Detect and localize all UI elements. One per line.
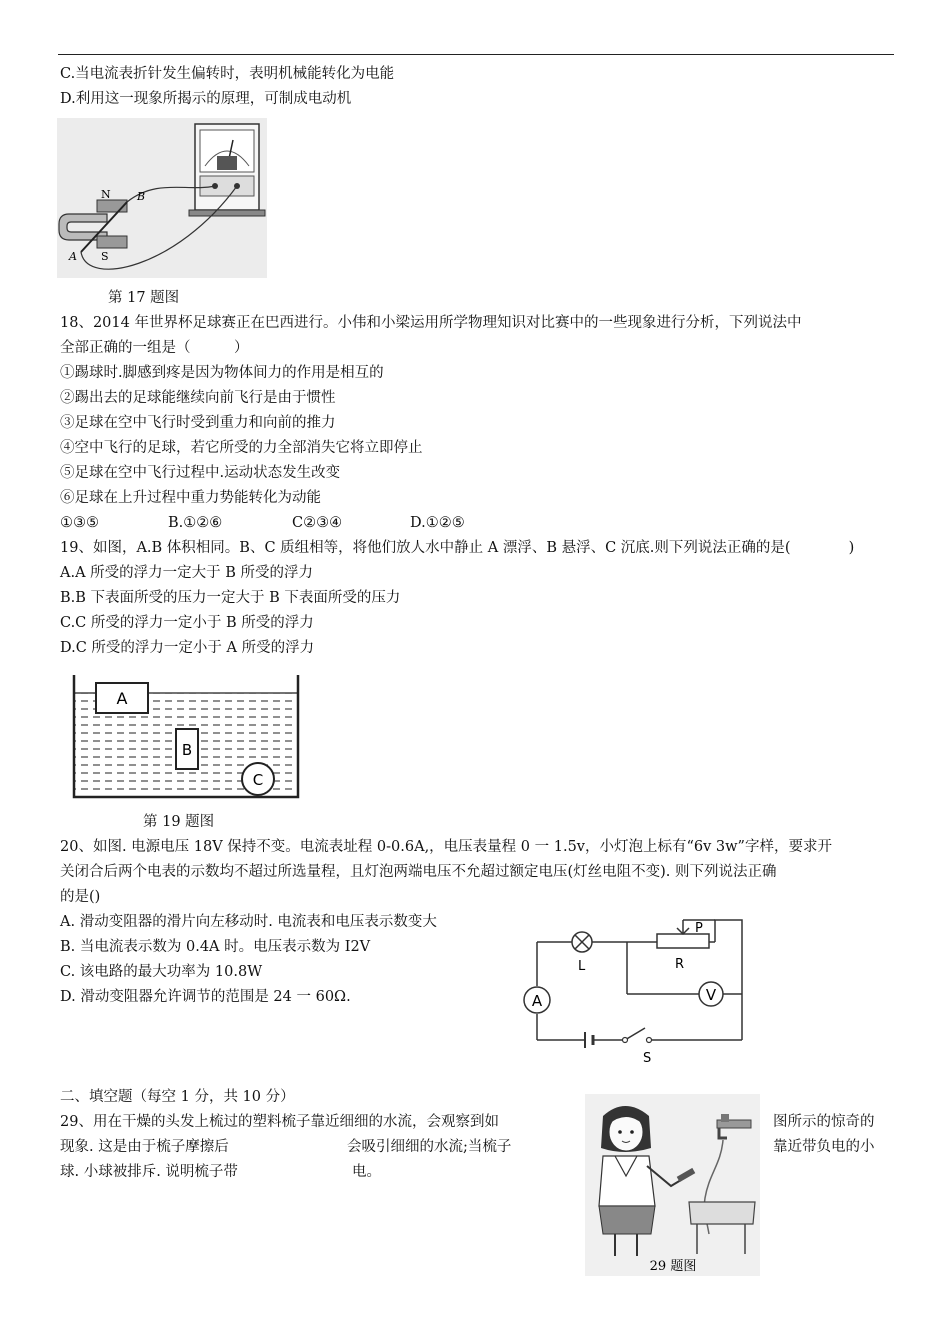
q19-label-a: A xyxy=(116,689,128,708)
q18-statement-2: ②踢出去的足球能继续向前飞行是由于惯性 xyxy=(60,390,336,406)
q29-caption: 29 题图 xyxy=(649,1259,697,1274)
q19-figure-water-tank xyxy=(68,673,304,801)
q19-option-a: A.A 所受的浮力一定大于 B 所受的浮力 xyxy=(60,565,314,581)
q29-line2-mid: 会吸引细细的水流;当梳子 xyxy=(347,1139,512,1155)
q20-option-d: D. 滑动变阻器允许调节的范围是 24 一 60Ω. xyxy=(60,989,351,1005)
q18-choices xyxy=(60,511,465,536)
header-rule xyxy=(58,54,894,55)
q18-choice-a: ①③⑤ xyxy=(60,515,99,531)
q18-choice-b: B.①②⑥ xyxy=(168,515,223,531)
q20-label-ammeter: A xyxy=(531,992,543,1010)
q20-label-l: L xyxy=(578,959,586,974)
q29-line3-left: 球. 小球被排斥. 说明梳子带 xyxy=(60,1164,238,1180)
q19-option-c: C.C 所受的浮力一定小于 B 所受的浮力 xyxy=(60,615,314,631)
q20-stem-line1: 20、如图. 电源电压 18V 保持不变。电流表址程 0-0.6A,，电压表量程 0 一 1.5v，小灯泡上标有“6v 3w”字样，要求开 xyxy=(60,839,832,855)
q17-label-n: N xyxy=(101,188,111,201)
q17-label-s: S xyxy=(101,250,109,263)
q29-line2-left: 现象. 这是由于梳子摩擦后 xyxy=(60,1139,229,1155)
q18-statement-3: ③足球在空中飞行时受到重力和向前的推力 xyxy=(60,415,336,431)
q20-option-c: C. 该电路的最大功率为 10.8W xyxy=(60,964,263,980)
q18-statement-6: ⑥足球在上升过程中重力势能转化为动能 xyxy=(60,490,321,506)
q20-option-b: B. 当电流表示数为 0.4A 时。电压表示数为 I2V xyxy=(60,939,371,955)
q20-figure-circuit xyxy=(515,912,750,1064)
q19-option-b: B.B 下表面所受的压力一定大于 B 下表面所受的压力 xyxy=(60,590,401,606)
q20-stem-line2: 关闭合后两个电表的示数均不超过所选量程，且灯泡两端电压不允超过额定电压(灯丝电阻不变). 则下列说法正确 xyxy=(60,864,777,880)
q29-figure-comb-water xyxy=(585,1094,760,1276)
q29-line1-left: 29、用在干燥的头发上梳过的塑料梳子靠近细细的水流，会观察到如 xyxy=(60,1114,499,1130)
q17-option-d: D.利用这一现象所揭示的原理，可制成电动机 xyxy=(60,91,352,107)
q18-stem-line1: 18、2014 年世界杯足球赛正在巴西进行。小伟和小梁运用所学物理知识对比赛中的一些现象进行分析，下列说法中 xyxy=(60,315,802,331)
q18-statement-5: ⑤足球在空中飞行过程中.运动状态发生改变 xyxy=(60,465,341,481)
q17-figure-galvanometer xyxy=(57,118,267,278)
section2-heading: 二、填空题（每空 1 分，共 10 分） xyxy=(60,1089,295,1105)
q19-option-d: D.C 所受的浮力一定小于 A 所受的浮力 xyxy=(60,640,315,656)
q29-line1-right: 图所示的惊奇的 xyxy=(773,1114,875,1130)
q19-label-c: C xyxy=(252,771,264,789)
q29-line2-right: 靠近带负电的小 xyxy=(773,1139,875,1155)
q20-label-p: P xyxy=(695,921,703,936)
q18-choice-c: C②③④ xyxy=(292,515,343,531)
q19-stem: 19、如图，A.B 体积相同。B、C 质组相等，将他们放人水中静止 A 漂浮、B 悬浮、C 沉底.则下列说法正确的是( ) xyxy=(60,540,855,556)
q18-statement-1: ①踢球时.脚感到疼是因为物体间力的作用是相互的 xyxy=(60,365,384,381)
q17-option-c: C.当电流表折针发生偏转时，表明机械能转化为电能 xyxy=(60,66,395,82)
q18-choice-d: D.①②⑤ xyxy=(410,515,465,531)
q20-label-voltmeter: V xyxy=(705,986,717,1004)
q17-label-b: B xyxy=(137,190,146,203)
q17-label-a: A xyxy=(69,250,77,263)
q20-label-s: S xyxy=(643,1051,652,1064)
q20-label-r: R xyxy=(675,957,685,972)
q19-label-b: B xyxy=(181,741,193,759)
q29-line3-mid: 电。 xyxy=(352,1164,381,1180)
q20-stem-line3: 的是() xyxy=(60,889,101,905)
q19-caption: 第 19 题图 xyxy=(143,814,215,830)
q17-caption: 第 17 题图 xyxy=(108,290,180,306)
q20-option-a: A. 滑动变阻器的滑片向左移动时. 电流表和电压表示数变大 xyxy=(60,914,437,930)
q18-statement-4: ④空中飞行的足球，若它所受的力全部消失它将立即停止 xyxy=(60,440,423,456)
q18-stem-line2: 全部正确的一组是（ ） xyxy=(60,340,249,356)
